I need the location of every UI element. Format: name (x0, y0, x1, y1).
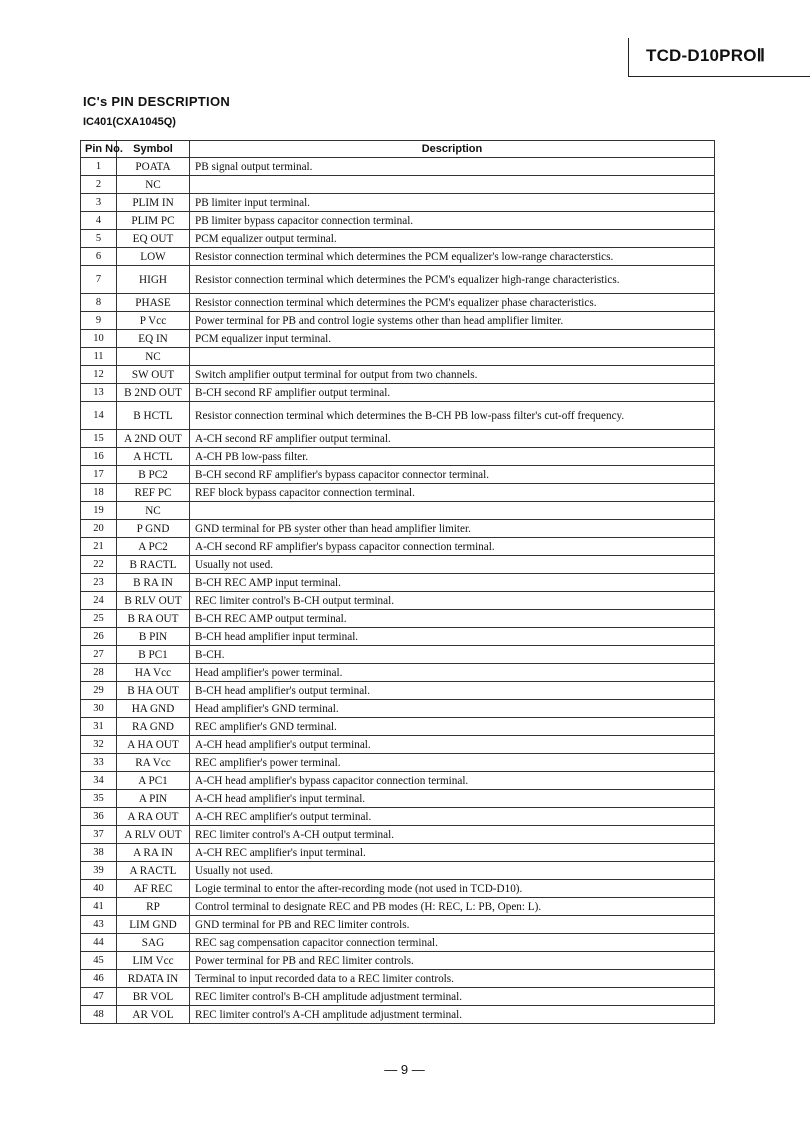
description-cell: REC limiter control's A-CH amplitude adjustment terminal. (190, 1006, 715, 1024)
symbol-cell: A HCTL (117, 448, 190, 466)
table-row (81, 366, 715, 384)
description-cell: Power terminal for PB and REC limiter controls. (190, 952, 715, 970)
table-row (81, 754, 715, 772)
pin-number-cell: 40 (81, 880, 117, 898)
table-row (81, 700, 715, 718)
description-cell: A-CH head amplifier's output terminal. (190, 736, 715, 754)
table-row (81, 934, 715, 952)
description-cell: Resistor connection terminal which determines the PCM equalizer's low-range characterstics. (190, 248, 715, 266)
description-cell: REC amplifier's GND terminal. (190, 718, 715, 736)
symbol-cell: A RA IN (117, 844, 190, 862)
symbol-cell: AR VOL (117, 1006, 190, 1024)
pin-number-cell: 18 (81, 484, 117, 502)
description-cell: A-CH REC amplifier's input terminal. (190, 844, 715, 862)
pin-number-cell: 7 (81, 266, 117, 294)
table-row (81, 348, 715, 366)
description-cell: Power terminal for PB and control logie systems other than head amplifier limiter. (190, 312, 715, 330)
description-cell: Resistor connection terminal which determines the B-CH PB low-pass filter's cut-off frequency. (190, 402, 715, 430)
pin-number-cell: 47 (81, 988, 117, 1006)
description-cell: Head amplifier's power terminal. (190, 664, 715, 682)
description-cell: A-CH REC amplifier's output terminal. (190, 808, 715, 826)
pin-number-cell: 19 (81, 502, 117, 520)
description-cell: Control terminal to designate REC and PB modes (H: REC, L: PB, Open: L). (190, 898, 715, 916)
pin-number-cell: 20 (81, 520, 117, 538)
symbol-cell: B RLV OUT (117, 592, 190, 610)
pin-number-cell: 34 (81, 772, 117, 790)
symbol-cell: PLIM IN (117, 194, 190, 212)
pin-number-cell: 37 (81, 826, 117, 844)
pin-number-cell: 41 (81, 898, 117, 916)
pin-number-cell: 8 (81, 294, 117, 312)
pin-number-cell: 39 (81, 862, 117, 880)
pin-number-cell: 36 (81, 808, 117, 826)
description-cell: B-CH head amplifier's output terminal. (190, 682, 715, 700)
pin-number-cell: 16 (81, 448, 117, 466)
description-cell: PCM equalizer input terminal. (190, 330, 715, 348)
description-cell: Usually not used. (190, 556, 715, 574)
symbol-cell: RP (117, 898, 190, 916)
table-body (81, 158, 715, 1024)
table-row (81, 1006, 715, 1024)
column-header-description: Description (190, 141, 715, 158)
description-cell: A-CH head amplifier's bypass capacitor connection terminal. (190, 772, 715, 790)
symbol-cell: HA GND (117, 700, 190, 718)
table-row (81, 574, 715, 592)
pin-number-cell: 5 (81, 230, 117, 248)
pin-number-cell: 24 (81, 592, 117, 610)
description-cell: B-CH second RF amplifier output terminal. (190, 384, 715, 402)
pin-description-table (80, 140, 715, 1024)
pin-number-cell: 15 (81, 430, 117, 448)
table-row (81, 312, 715, 330)
model-name: TCD-D10PROⅡ (646, 46, 766, 65)
symbol-cell: PLIM PC (117, 212, 190, 230)
pin-number-cell: 12 (81, 366, 117, 384)
symbol-cell: SW OUT (117, 366, 190, 384)
symbol-cell: NC (117, 176, 190, 194)
table-row (81, 484, 715, 502)
pin-number-cell: 48 (81, 1006, 117, 1024)
description-cell: REC limiter control's B-CH amplitude adjustment terminal. (190, 988, 715, 1006)
description-cell: PB limiter bypass capacitor connection terminal. (190, 212, 715, 230)
symbol-cell: LOW (117, 248, 190, 266)
symbol-cell: P GND (117, 520, 190, 538)
symbol-cell: A RA OUT (117, 808, 190, 826)
description-cell: PCM equalizer output terminal. (190, 230, 715, 248)
description-cell: PB limiter input terminal. (190, 194, 715, 212)
description-cell: A-CH second RF amplifier's bypass capacitor connection terminal. (190, 538, 715, 556)
description-cell: Usually not used. (190, 862, 715, 880)
symbol-cell: B RA OUT (117, 610, 190, 628)
symbol-cell: EQ IN (117, 330, 190, 348)
table-row (81, 384, 715, 402)
pin-number-cell: 22 (81, 556, 117, 574)
pin-number-cell: 44 (81, 934, 117, 952)
description-cell: REC amplifier's power terminal. (190, 754, 715, 772)
description-cell: Resistor connection terminal which determines the PCM's equalizer phase characteristics. (190, 294, 715, 312)
table-row (81, 402, 715, 430)
symbol-cell: A PC2 (117, 538, 190, 556)
description-cell: Resistor connection terminal which determines the PCM's equalizer high-range characteristics. (190, 266, 715, 294)
table-header-row (81, 141, 715, 158)
table-row (81, 610, 715, 628)
pin-number-cell: 45 (81, 952, 117, 970)
description-cell: Terminal to input recorded data to a REC limiter controls. (190, 970, 715, 988)
table-row (81, 294, 715, 312)
symbol-cell: LIM Vcc (117, 952, 190, 970)
column-header-symbol: Symbol (117, 141, 190, 158)
symbol-cell: A PC1 (117, 772, 190, 790)
pin-number-cell: 35 (81, 790, 117, 808)
pin-number-cell: 28 (81, 664, 117, 682)
table-row (81, 176, 715, 194)
symbol-cell: A 2ND OUT (117, 430, 190, 448)
pin-number-cell: 21 (81, 538, 117, 556)
pin-number-cell: 46 (81, 970, 117, 988)
description-cell: Logie terminal to entor the after-recording mode (not used in TCD-D10). (190, 880, 715, 898)
pin-number-cell: 23 (81, 574, 117, 592)
description-cell (190, 348, 715, 366)
symbol-cell: POATA (117, 158, 190, 176)
pin-number-cell: 6 (81, 248, 117, 266)
table-row (81, 502, 715, 520)
table-row (81, 988, 715, 1006)
table-row (81, 718, 715, 736)
pin-number-cell: 26 (81, 628, 117, 646)
table-row (81, 448, 715, 466)
pin-number-cell: 38 (81, 844, 117, 862)
symbol-cell: LIM GND (117, 916, 190, 934)
table-row (81, 862, 715, 880)
description-cell: B-CH head amplifier input terminal. (190, 628, 715, 646)
pin-number-cell: 9 (81, 312, 117, 330)
symbol-cell: NC (117, 502, 190, 520)
table-row (81, 664, 715, 682)
pin-number-cell: 33 (81, 754, 117, 772)
symbol-cell: A RLV OUT (117, 826, 190, 844)
table-row (81, 520, 715, 538)
symbol-cell: NC (117, 348, 190, 366)
table-row (81, 628, 715, 646)
pin-number-cell: 10 (81, 330, 117, 348)
symbol-cell: B RA IN (117, 574, 190, 592)
pin-number-cell: 43 (81, 916, 117, 934)
table-row (81, 538, 715, 556)
table-row (81, 880, 715, 898)
symbol-cell: B PC2 (117, 466, 190, 484)
symbol-cell: HIGH (117, 266, 190, 294)
table-row (81, 230, 715, 248)
ic-subtitle: IC401(CXA1045Q) (83, 116, 176, 128)
pin-number-cell: 30 (81, 700, 117, 718)
table-row (81, 556, 715, 574)
symbol-cell: AF REC (117, 880, 190, 898)
description-cell: B-CH. (190, 646, 715, 664)
pin-number-cell: 27 (81, 646, 117, 664)
pin-number-cell: 32 (81, 736, 117, 754)
table-row (81, 970, 715, 988)
table-row (81, 592, 715, 610)
column-header-pin: Pin No. (81, 141, 117, 158)
pin-number-cell: 31 (81, 718, 117, 736)
symbol-cell: HA Vcc (117, 664, 190, 682)
table-row (81, 808, 715, 826)
pin-number-cell: 14 (81, 402, 117, 430)
table-row (81, 212, 715, 230)
table-row (81, 466, 715, 484)
symbol-cell: B HCTL (117, 402, 190, 430)
table-row (81, 194, 715, 212)
symbol-cell: B 2ND OUT (117, 384, 190, 402)
table-row (81, 898, 715, 916)
symbol-cell: SAG (117, 934, 190, 952)
table-row (81, 682, 715, 700)
symbol-cell: PHASE (117, 294, 190, 312)
symbol-cell: REF PC (117, 484, 190, 502)
description-cell: Head amplifier's GND terminal. (190, 700, 715, 718)
table-row (81, 430, 715, 448)
description-cell: REC sag compensation capacitor connection terminal. (190, 934, 715, 952)
pin-number-cell: 11 (81, 348, 117, 366)
table-row (81, 330, 715, 348)
symbol-cell: B PC1 (117, 646, 190, 664)
symbol-cell: A PIN (117, 790, 190, 808)
pin-number-cell: 25 (81, 610, 117, 628)
symbol-cell: A RACTL (117, 862, 190, 880)
symbol-cell: RDATA IN (117, 970, 190, 988)
table-row (81, 844, 715, 862)
description-cell: REC limiter control's A-CH output terminal. (190, 826, 715, 844)
pin-number-cell: 4 (81, 212, 117, 230)
description-cell: REC limiter control's B-CH output terminal. (190, 592, 715, 610)
pin-number-cell: 1 (81, 158, 117, 176)
description-cell: GND terminal for PB syster other than head amplifier limiter. (190, 520, 715, 538)
symbol-cell: P Vcc (117, 312, 190, 330)
symbol-cell: B RACTL (117, 556, 190, 574)
symbol-cell: EQ OUT (117, 230, 190, 248)
symbol-cell: RA Vcc (117, 754, 190, 772)
description-cell (190, 176, 715, 194)
symbol-cell: B PIN (117, 628, 190, 646)
table-row (81, 916, 715, 934)
description-cell: REF block bypass capacitor connection terminal. (190, 484, 715, 502)
description-cell: B-CH REC AMP input terminal. (190, 574, 715, 592)
description-cell: Switch amplifier output terminal for output from two channels. (190, 366, 715, 384)
description-cell: B-CH REC AMP output terminal. (190, 610, 715, 628)
table-row (81, 736, 715, 754)
symbol-cell: A HA OUT (117, 736, 190, 754)
pin-number-cell: 29 (81, 682, 117, 700)
pin-number-cell: 13 (81, 384, 117, 402)
pin-number-cell: 17 (81, 466, 117, 484)
description-cell: B-CH second RF amplifier's bypass capacitor connector terminal. (190, 466, 715, 484)
page-number: — 9 — (384, 1062, 425, 1077)
table-row (81, 646, 715, 664)
pin-number-cell: 2 (81, 176, 117, 194)
table-row (81, 158, 715, 176)
table-row (81, 266, 715, 294)
symbol-cell: BR VOL (117, 988, 190, 1006)
symbol-cell: B HA OUT (117, 682, 190, 700)
page-title: IC's PIN DESCRIPTION (83, 94, 231, 109)
pin-number-cell: 3 (81, 194, 117, 212)
table-row (81, 952, 715, 970)
description-cell: A-CH PB low-pass filter. (190, 448, 715, 466)
description-cell (190, 502, 715, 520)
table-row (81, 248, 715, 266)
table-row (81, 790, 715, 808)
description-cell: A-CH second RF amplifier output terminal. (190, 430, 715, 448)
description-cell: GND terminal for PB and REC limiter controls. (190, 916, 715, 934)
table-row (81, 772, 715, 790)
description-cell: A-CH head amplifier's input terminal. (190, 790, 715, 808)
symbol-cell: RA GND (117, 718, 190, 736)
description-cell: PB signal output terminal. (190, 158, 715, 176)
table-row (81, 826, 715, 844)
